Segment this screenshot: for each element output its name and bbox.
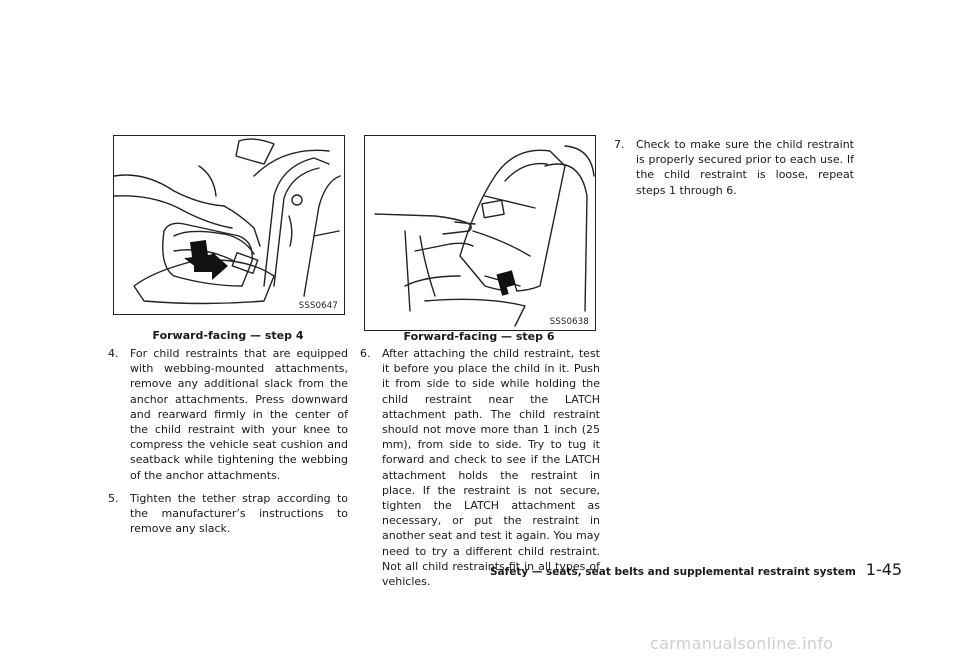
page-footer xyxy=(490,560,903,579)
step-number: 5. xyxy=(108,491,119,505)
page-number: 1-45 xyxy=(865,560,903,579)
list-item xyxy=(360,346,600,589)
watermark: carmanualsonline.info xyxy=(650,634,834,653)
figure-caption: Forward-facing — step 4 xyxy=(152,329,304,342)
illustration-test-restraint xyxy=(365,136,595,330)
list-item xyxy=(108,491,348,537)
figure-step-4 xyxy=(113,135,345,315)
section-title: Safety — seats, seat belts and supplemental restraint system xyxy=(490,566,856,578)
figure-code: SSS0638 xyxy=(549,317,589,327)
figure-code: SSS0647 xyxy=(298,301,338,311)
list-item xyxy=(614,137,854,198)
step-number: 4. xyxy=(108,347,119,360)
figure-step-6 xyxy=(364,135,596,331)
list-item xyxy=(108,346,348,483)
step-number: 7. xyxy=(614,138,625,151)
step-text: For child restraints that are equipped with webbing-mounted attachments, remove any additional slack from the anchor attachments. Press downward and rearward firmly in the center of the child restraint with your knee to compress the vehicle seat cushion and seatback while tightening the webbing of the anchor attachments. xyxy=(130,347,348,482)
step-number: 6. xyxy=(360,347,371,360)
step-text: Tighten the tether strap according to the manufacturer’s instructions to remove any slack. xyxy=(130,491,348,536)
steps-column-3 xyxy=(614,137,854,206)
step-text: After attaching the child restraint, test it before you place the child in it. Push it from side to side while holding the child restraint near the LATCH attachment path. The child restraint should not move more than 1 inch (25 mm), from side to side. Try to tug it forward and check to see if the LATCH attachment holds the restraint in place. If the restraint is not secure, tighten the LATCH attachment as necessary, or put the restraint in another seat and test it again. You may need to try a different child restraint. Not all child restraints fit in all types of vehicles. xyxy=(382,347,600,589)
illustration-seat-knee-press xyxy=(114,136,344,314)
steps-column-1 xyxy=(108,346,348,544)
figure-caption: Forward-facing — step 6 xyxy=(403,330,555,343)
step-text: Check to make sure the child restraint is properly secured prior to each use. If the child restraint is loose, repeat steps 1 through 6. xyxy=(636,138,854,197)
